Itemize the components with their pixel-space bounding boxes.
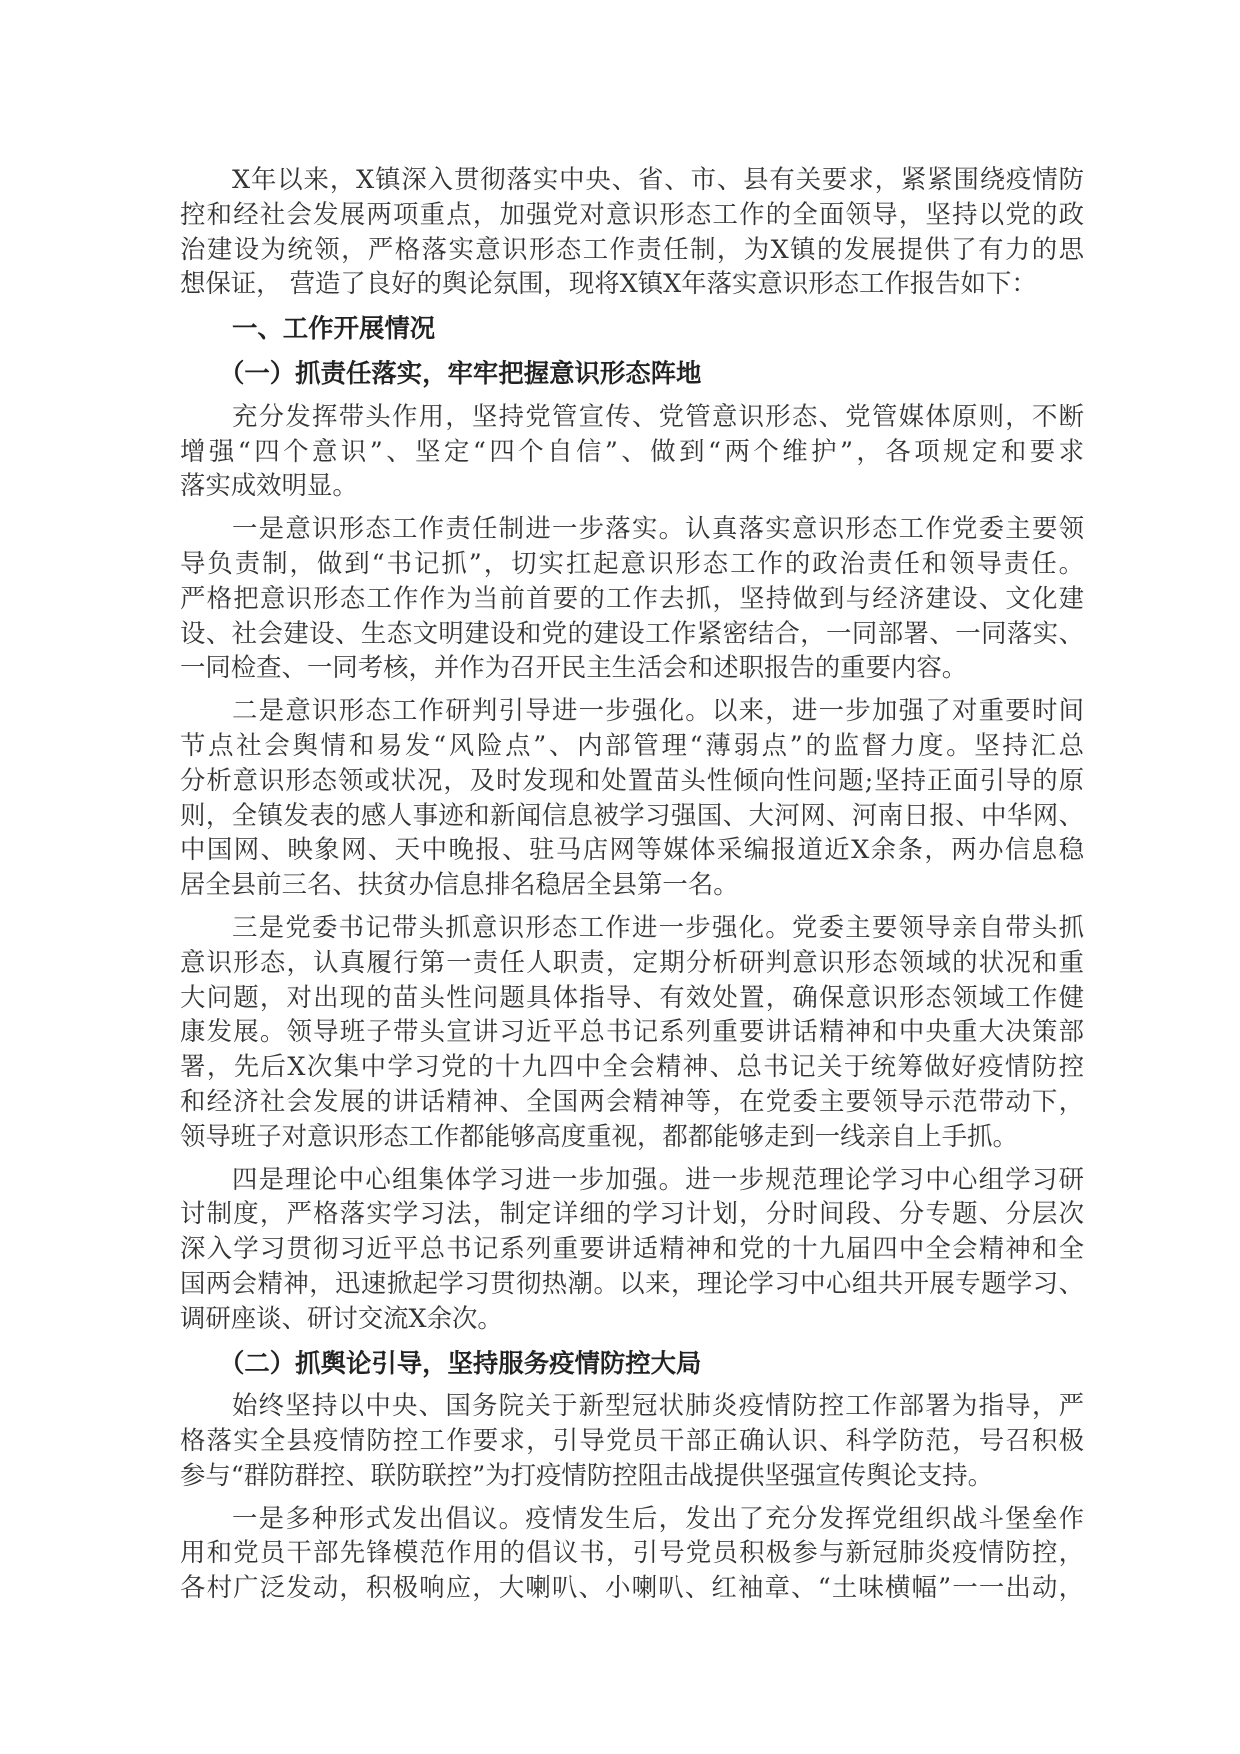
text-line: 四是理论中心组集体学习进一步加强。进一步规范理论学习中心组学习研	[232, 1163, 1084, 1194]
text-line: 始终坚持以中央、国务院关于新型冠状肺炎疫情防控工作部署为指导，严	[232, 1390, 1084, 1421]
text-line: 二是意识形态工作研判引导进一步强化。以来，进一步加强了对重要时间	[232, 695, 1084, 726]
text-line: 落实成效明显。	[180, 470, 358, 501]
text-line: 用和党员干部先锋模范作用的倡议书，引号党员积极参与新冠肺炎疫情防控，	[180, 1537, 1084, 1568]
section-heading: 一、工作开展情况	[232, 313, 436, 344]
text-line: 增强“四个意识”、坚定“四个自信”、做到“两个维护”，各项规定和要求	[180, 435, 1084, 466]
text-line: 格落实全县疫情防控工作要求，引导党员干部正确认识、科学防范，号召积极	[180, 1425, 1084, 1456]
text-line: 中国网、映象网、天中晚报、驻马店网等媒体采编报道近X余条，两办信息稳	[180, 834, 1084, 865]
text-line: 一是意识形态工作责任制进一步落实。认真落实意识形态工作党委主要领	[232, 513, 1084, 544]
paragraph-responsibility-intro	[180, 399, 1084, 503]
text-line: 严格把意识形态工作作为当前首要的工作去抓，坚持做到与经济建设、文化建	[180, 582, 1084, 613]
subsection-heading: （二）抓舆论引导，坚持服务疫情防控大局	[219, 1347, 702, 1378]
subsection-heading: （一）抓责任落实，牢牢把握意识形态阵地	[219, 357, 702, 388]
text-line: 居全县前三名、扶贫办信息排名稳居全县第一名。	[180, 869, 739, 900]
paragraph-guidance-intro	[180, 1388, 1084, 1492]
text-line: 国两会精神，迅速掀起学习贯彻热潮。以来，理论学习中心组共开展专题学习、	[180, 1267, 1084, 1298]
text-line: 一是多种形式发出倡议。疫情发生后，发出了充分发挥党组织战斗堡垒作	[232, 1502, 1084, 1533]
text-line: 意识形态，认真履行第一责任人职责，定期分析研判意识形态领域的状况和重	[180, 946, 1084, 977]
paragraph-point-2	[180, 693, 1084, 902]
text-line: 领导班子对意识形态工作都能够高度重视，都都能够走到一线亲自上手抓。	[180, 1120, 1018, 1151]
paragraph-point-4	[180, 1162, 1084, 1336]
paragraph-intro	[180, 162, 1084, 301]
text-line: 治建设为统领，严格落实意识形态工作责任制，为X镇的发展提供了有力的思	[180, 233, 1084, 264]
text-line: 大问题，对出现的苗头性问题具体指导、有效处置，确保意识形态领域工作健	[180, 981, 1084, 1012]
text-line: 则，全镇发表的感人事迹和新闻信息被学习强国、大河网、河南日报、中华网、	[180, 799, 1084, 830]
text-line: 节点社会舆情和易发“风险点”、内部管理“薄弱点”的监督力度。坚持汇总	[180, 729, 1084, 760]
text-line: 分析意识形态领或状况，及时发现和处置苗头性倾向性问题;坚持正面引导的原	[180, 764, 1084, 795]
paragraph-point-3	[180, 910, 1084, 1154]
text-line: 导负责制，做到“书记抓”，切实扛起意识形态工作的政治责任和领导责任。	[180, 547, 1084, 578]
text-line: 一同检查、一同考核，并作为召开民主生活会和述职报告的重要内容。	[180, 652, 968, 683]
paragraph-point-1	[180, 511, 1084, 685]
text-line: 深入学习贯彻习近平总书记系列重要讲适精神和党的十九届四中全会精神和全	[180, 1233, 1084, 1264]
text-line: 和经济社会发展的讲话精神、全国两会精神等，在党委主要领导示范带动下，	[180, 1085, 1084, 1116]
text-line: 控和经社会发展两项重点，加强党对意识形态工作的全面领导，坚持以党的政	[180, 198, 1084, 229]
text-line: 参与“群防群控、联防联控”为打疫情防控阻击战提供坚强宣传舆论支持。	[180, 1459, 994, 1490]
text-line: 署，先后X次集中学习党的十九四中全会精神、总书记关于统筹做好疫情防控	[180, 1051, 1084, 1082]
text-line: 讨制度，严格落实学习法，制定详细的学习计划，分时间段、分专题、分层次	[180, 1198, 1084, 1229]
text-line: 调研座谈、研讨交流X余次。	[180, 1302, 503, 1333]
text-line: 各村广泛发动，积极响应，大喇叭、小喇叭、红袖章、“土味横幅”一一出动，	[180, 1572, 1084, 1603]
paragraph-guidance-point-1	[180, 1501, 1084, 1605]
text-line: 康发展。领导班子带头宣讲习近平总书记系列重要讲话精神和中央重大决策部	[180, 1016, 1084, 1047]
text-line: 想保证， 营造了良好的舆论氛围，现将X镇X年落实意识形态工作报告如下：	[180, 268, 1037, 299]
text-line: 三是党委书记带头抓意识形态工作进一步强化。党委主要领导亲自带头抓	[232, 911, 1084, 942]
text-line: 充分发挥带头作用，坚持党管宣传、党管意识形态、党管媒体原则，不断	[232, 400, 1084, 431]
text-line: 设、社会建设、生态文明建设和党的建设工作紧密结合，一同部署、一同落实、	[180, 617, 1084, 648]
text-line: X年以来，X镇深入贯彻落实中央、省、市、县有关要求，紧紧围绕疫情防	[232, 164, 1084, 194]
